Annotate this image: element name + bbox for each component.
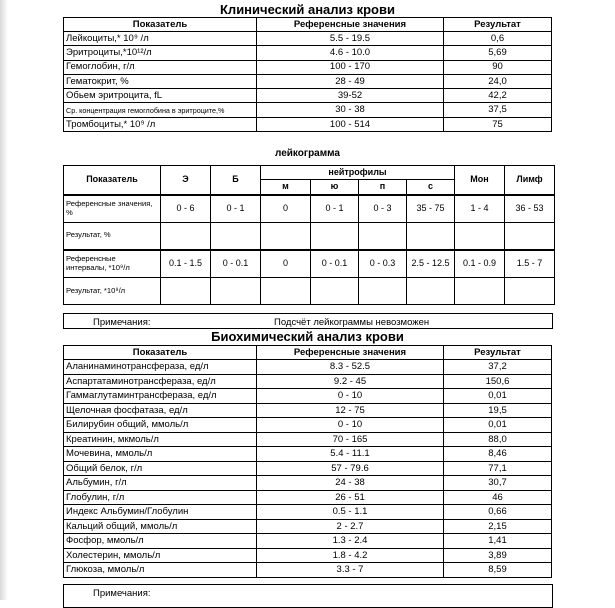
- biochem-row: [64, 534, 552, 549]
- leukogram-row-label: Результат, %: [64, 223, 161, 250]
- biochem-row: [64, 418, 552, 433]
- leukogram-table: [63, 165, 555, 305]
- leukogram-col-eosinophils: Э: [161, 166, 211, 195]
- leukogram-cell: [407, 278, 455, 305]
- biochem-result-value: 19,5: [444, 403, 552, 418]
- biochem-indicator-name: Аспартатаминотрансфераза, ед/л: [64, 374, 257, 389]
- leukogram-col-metamyelocytes: ю: [311, 180, 359, 195]
- leukogram-cell: 2.5 - 12.5: [407, 250, 455, 278]
- biochem-reference-value: 0 - 10: [257, 418, 444, 433]
- leukogram-cell: [455, 278, 505, 305]
- leukogram-col-segmented: с: [407, 180, 455, 195]
- leukogram-cell: 0 - 0.3: [359, 250, 407, 278]
- biochem-row: [64, 548, 552, 563]
- biochem-header-result: Результат: [444, 346, 552, 360]
- leukogram-cell: 0 - 1: [311, 195, 359, 223]
- leukogram-cell: 0 - 0.1: [211, 250, 261, 278]
- clinical-header-reference: Референсные значения: [257, 18, 444, 32]
- biochem-indicator-name: Холестерин, ммоль/л: [64, 548, 257, 563]
- biochem-indicator-name: Гаммаглутаминтрансфераза, ед/л: [64, 389, 257, 404]
- leukogram-cell: 0 - 0.1: [311, 250, 359, 278]
- clinical-indicator-name: Обьем эритроцита, fL: [64, 89, 257, 103]
- leukogram-cell: 0: [261, 250, 311, 278]
- biochem-indicator-name: Креатинин, мкмоль/л: [64, 432, 257, 447]
- biochem-reference-value: 1.3 - 2.4: [257, 534, 444, 549]
- biochem-title: Биохимический анализ крови: [211, 329, 404, 344]
- leukogram-cell: [261, 278, 311, 305]
- clinical-reference-value: 30 - 38: [257, 103, 444, 117]
- biochem-row: [64, 461, 552, 476]
- leukogram-cell: 1 - 4: [455, 195, 505, 223]
- clinical-reference-value: 100 - 514: [257, 117, 444, 131]
- leukogram-cell: [211, 223, 261, 250]
- clinical-indicator-name: Тромбоциты,* 10⁹ /л: [64, 117, 257, 131]
- clinical-indicator-name: Гемоглобин, г/л: [64, 60, 257, 74]
- clinical-row: [64, 32, 552, 46]
- biochem-reference-value: 9.2 - 45: [257, 374, 444, 389]
- leukogram-row-result-absolute: [64, 278, 555, 305]
- leukogram-row-label: Референсные значения, %: [64, 195, 161, 223]
- biochem-result-value: 150,6: [444, 374, 552, 389]
- clinical-table: [63, 17, 552, 132]
- biochem-indicator-name: Глюкоза, ммоль/л: [64, 563, 257, 578]
- biochem-result-value: 0,66: [444, 505, 552, 520]
- biochem-row: [64, 490, 552, 505]
- biochem-reference-value: 26 - 51: [257, 490, 444, 505]
- biochem-row: [64, 447, 552, 462]
- clinical-header-row: [64, 18, 552, 32]
- leukogram-col-myelocytes: м: [261, 180, 311, 195]
- leukogram-cell: [311, 278, 359, 305]
- biochem-row: [64, 505, 552, 520]
- leukogram-cell: [161, 278, 211, 305]
- biochem-reference-value: 24 - 38: [257, 476, 444, 491]
- biochem-header-row: [64, 346, 552, 360]
- leukogram-col-band: п: [359, 180, 407, 195]
- clinical-result-value: 24,0: [444, 74, 552, 88]
- biochem-reference-value: 8.3 - 52.5: [257, 360, 444, 375]
- biochem-indicator-name: Аланинаминотрансфераза, ед/л: [64, 360, 257, 375]
- clinical-indicator-name: Ср. концентрация гемоглобина в эритроците,%: [64, 103, 257, 117]
- biochem-row: [64, 389, 552, 404]
- leukogram-cell: [407, 223, 455, 250]
- biochem-note-box: [63, 584, 553, 608]
- clinical-row: [64, 60, 552, 74]
- leukogram-cell: [161, 223, 211, 250]
- biochem-reference-value: 0.5 - 1.1: [257, 505, 444, 520]
- biochem-row: [64, 563, 552, 578]
- biochem-reference-value: 70 - 165: [257, 432, 444, 447]
- clinical-result-value: 42,2: [444, 89, 552, 103]
- clinical-row: [64, 117, 552, 131]
- clinical-result-value: 37,5: [444, 103, 552, 117]
- leukogram-cell: [455, 223, 505, 250]
- clinical-result-value: 75: [444, 117, 552, 131]
- clinical-row: [64, 74, 552, 88]
- leukogram-row-label: Референсные интервалы, *10⁹/л: [64, 250, 161, 278]
- leukogram-cell: 1.5 - 7: [505, 250, 555, 278]
- biochem-result-value: 88,0: [444, 432, 552, 447]
- leukogram-cell: [211, 278, 261, 305]
- biochem-header-indicator: Показатель: [64, 346, 257, 360]
- clinical-reference-value: 5.5 - 19.5: [257, 32, 444, 46]
- leukogram-note-box: [63, 313, 553, 329]
- biochem-indicator-name: Индекс Альбумин/Глобулин: [64, 505, 257, 520]
- biochem-reference-value: 5.4 - 11.1: [257, 447, 444, 462]
- leukogram-cell: 0: [261, 195, 311, 223]
- leukogram-cell: [505, 278, 555, 305]
- biochem-table: [63, 345, 552, 578]
- biochem-indicator-name: Мочевина, ммоль/л: [64, 447, 257, 462]
- biochem-result-value: 0,01: [444, 389, 552, 404]
- leukogram-row-ref-percent: [64, 195, 555, 223]
- biochem-reference-value: 12 - 75: [257, 403, 444, 418]
- biochem-result-value: 8,46: [444, 447, 552, 462]
- biochem-result-value: 46: [444, 490, 552, 505]
- biochem-row: [64, 403, 552, 418]
- leukogram-row-label: Результат, *10⁹/л: [64, 278, 161, 305]
- leukogram-cell: [359, 223, 407, 250]
- leukogram-cell: 35 - 75: [407, 195, 455, 223]
- clinical-indicator-name: Гематокрит, %: [64, 74, 257, 88]
- clinical-title: Клинический анализ крови: [220, 2, 395, 17]
- leukogram-cell: 0 - 6: [161, 195, 211, 223]
- leukogram-cell: [261, 223, 311, 250]
- biochem-indicator-name: Кальций общий, ммоль/л: [64, 519, 257, 534]
- leukogram-header-indicator: Показатель: [64, 166, 161, 195]
- leukogram-header-neutrophils: нейтрофилы: [261, 166, 455, 180]
- biochem-result-value: 8,59: [444, 563, 552, 578]
- leukogram-cell: 0 - 1: [211, 195, 261, 223]
- leukogram-note-label: Примечания:: [93, 317, 151, 328]
- leukogram-col-basophils: Б: [211, 166, 261, 195]
- clinical-reference-value: 39-52: [257, 89, 444, 103]
- leukogram-title: лейкограмма: [275, 148, 340, 159]
- biochem-result-value: 2,15: [444, 519, 552, 534]
- leukogram-col-monocytes: Мон: [455, 166, 505, 195]
- clinical-reference-value: 100 - 170: [257, 60, 444, 74]
- clinical-header-result: Результат: [444, 18, 552, 32]
- leukogram-cell: [359, 278, 407, 305]
- biochem-reference-value: 2 - 2.7: [257, 519, 444, 534]
- clinical-row: [64, 89, 552, 103]
- clinical-row: [64, 103, 552, 117]
- biochem-result-value: 77,1: [444, 461, 552, 476]
- biochem-indicator-name: Щелочная фосфатаза, ед/л: [64, 403, 257, 418]
- biochem-result-value: 30,7: [444, 476, 552, 491]
- biochem-result-value: 1,41: [444, 534, 552, 549]
- biochem-row: [64, 432, 552, 447]
- biochem-indicator-name: Общий белок, г/л: [64, 461, 257, 476]
- biochem-row: [64, 374, 552, 389]
- biochem-reference-value: 57 - 79.6: [257, 461, 444, 476]
- clinical-indicator-name: Лейкоциты,* 10⁹ /л: [64, 32, 257, 46]
- biochem-indicator-name: Фосфор, ммоль/л: [64, 534, 257, 549]
- biochem-reference-value: 0 - 10: [257, 389, 444, 404]
- leukogram-cell: 36 - 53: [505, 195, 555, 223]
- biochem-result-value: 0,01: [444, 418, 552, 433]
- page-edge-shadow: [0, 0, 8, 600]
- leukogram-cell: 0.1 - 1.5: [161, 250, 211, 278]
- leukogram-cell: 0.1 - 0.9: [455, 250, 505, 278]
- clinical-result-value: 5,69: [444, 46, 552, 60]
- clinical-indicator-name: Эритроциты,*10¹²/л: [64, 46, 257, 60]
- leukogram-cell: [311, 223, 359, 250]
- biochem-result-value: 3,89: [444, 548, 552, 563]
- leukogram-cell: 0 - 3: [359, 195, 407, 223]
- biochem-result-value: 37,2: [444, 360, 552, 375]
- biochem-row: [64, 360, 552, 375]
- leukogram-cell: [505, 223, 555, 250]
- biochem-indicator-name: Альбумин, г/л: [64, 476, 257, 491]
- biochem-row: [64, 476, 552, 491]
- clinical-row: [64, 46, 552, 60]
- clinical-result-value: 90: [444, 60, 552, 74]
- biochem-reference-value: 1.8 - 4.2: [257, 548, 444, 563]
- biochem-reference-value: 3.3 - 7: [257, 563, 444, 578]
- biochem-header-reference: Референсные значения: [257, 346, 444, 360]
- biochem-note-label: Примечания:: [93, 588, 151, 599]
- leukogram-row-ref-absolute: [64, 250, 555, 278]
- biochem-indicator-name: Глобулин, г/л: [64, 490, 257, 505]
- clinical-header-indicator: Показатель: [64, 18, 257, 32]
- clinical-result-value: 0,6: [444, 32, 552, 46]
- leukogram-note-text: Подсчёт лейкограммы невозможен: [274, 317, 430, 328]
- biochem-row: [64, 519, 552, 534]
- leukogram-row-result-percent: [64, 223, 555, 250]
- leukogram-header-row-1: [64, 166, 555, 180]
- biochem-indicator-name: Билирубин общий, ммоль/л: [64, 418, 257, 433]
- clinical-reference-value: 4.6 - 10.0: [257, 46, 444, 60]
- clinical-reference-value: 28 - 49: [257, 74, 444, 88]
- leukogram-col-lymphocytes: Лимф: [505, 166, 555, 195]
